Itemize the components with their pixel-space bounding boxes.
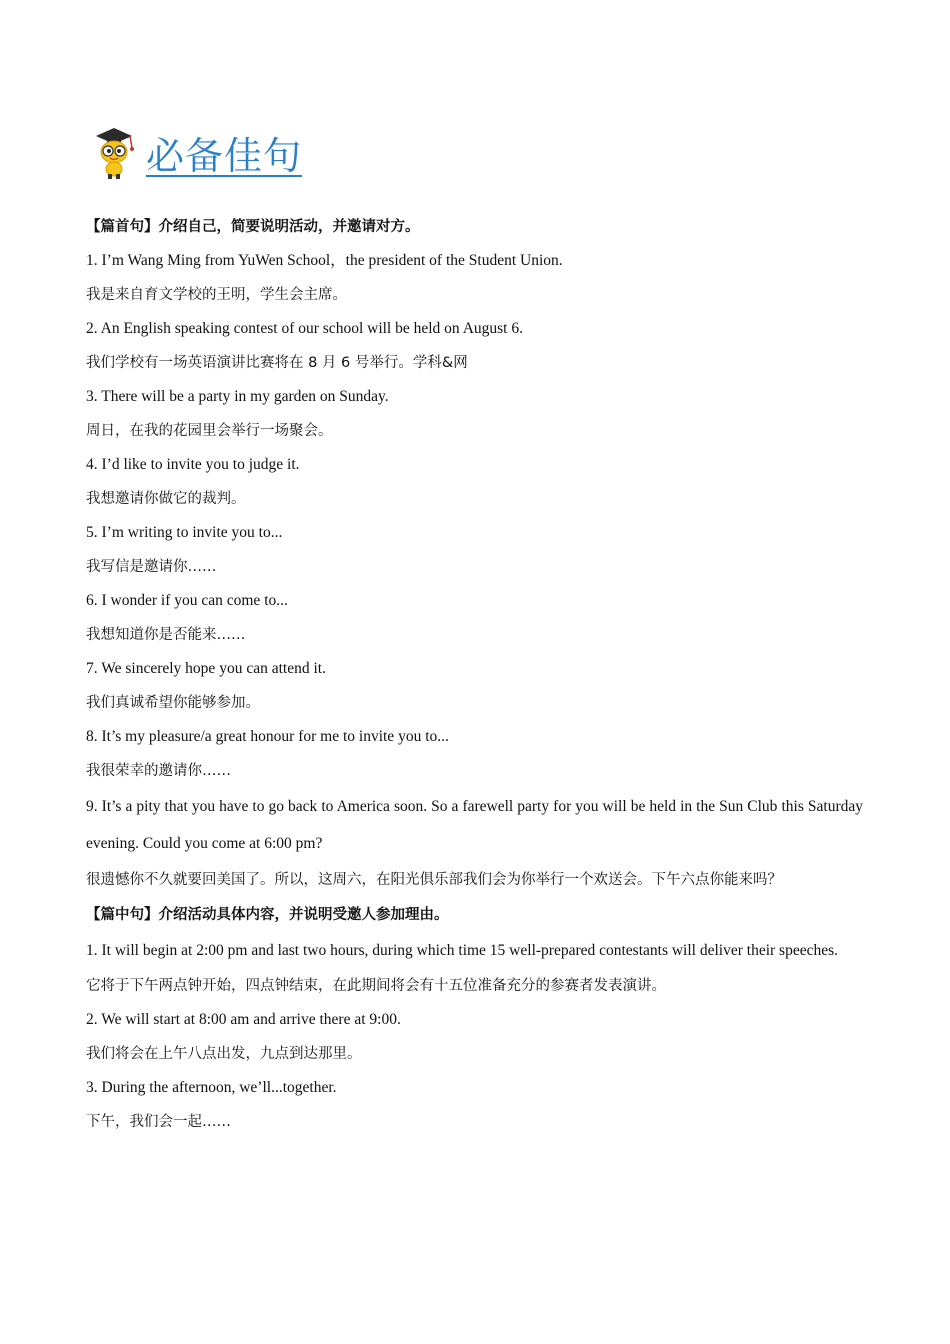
sentence-en: 2. An English speaking contest of our school will be held on August 6. <box>86 320 523 337</box>
sentence-zh: 很遗憾你不久就要回美国了。所以，这周六，在阳光俱乐部我们会为你举行一个欢送会。下午六点你能来吗？ <box>86 872 782 888</box>
sentence-zh: 我们将会在上午八点出发，九点到达那里。 <box>86 1046 362 1062</box>
sentence-zh: 我很荣幸的邀请你…… <box>86 763 231 779</box>
sentence-en: 3. There will be a party in my garden on Sunday. <box>86 388 389 405</box>
section-heading: 【篇首句】介绍自己，简要说明活动，并邀请对方。 <box>86 219 420 235</box>
sentence-en: 7. We sincerely hope you can attend it. <box>86 660 326 677</box>
sentence-zh: 周日，在我的花园里会举行一场聚会。 <box>86 423 333 439</box>
sentence-en: 6. I wonder if you can come to... <box>86 592 288 609</box>
sentence-zh: 我们真诚希望你能够参加。 <box>86 695 260 711</box>
graduate-mascot-icon <box>92 124 142 180</box>
sentence-en: 2. We will start at 8:00 am and arrive there at 9:00. <box>86 1011 401 1028</box>
section-heading: 【篇中句】介绍活动具体内容，并说明受邀人参加理由。 <box>86 907 449 923</box>
sentence-en: 8. It’s my pleasure/a great honour for me to invite you to... <box>86 728 449 745</box>
sentence-zh: 我想知道你是否能来…… <box>86 627 246 643</box>
sentence-en: 9. It’s a pity that you have to go back to America soon. So a farewell party for you will be held in the Sun Club this Saturday evening. Could you come at 6:00 pm? <box>86 798 863 852</box>
sentence-en: 3. During the afternoon, we’ll...together. <box>86 1079 337 1096</box>
sentence-zh: 我们学校有一场英语演讲比赛将在 8 月 6 号举行。学科&网 <box>86 355 468 371</box>
sentence-en: 4. I’d like to invite you to judge it. <box>86 456 300 473</box>
sentence-en: 1. I’m Wang Ming from YuWen School，the president of the Student Union. <box>86 252 563 269</box>
section-title: 必备佳句 <box>146 133 303 178</box>
sentence-en: 1. It will begin at 2:00 pm and last two hours, during which time 15 well-prepared contestants will deliver their speeches. <box>86 942 838 959</box>
sentence-zh: 它将于下午两点钟开始，四点钟结束，在此期间将会有十五位准备充分的参赛者发表演讲。 <box>86 978 666 994</box>
sentence-zh: 我想邀请你做它的裁判。 <box>86 491 246 507</box>
page-title <box>92 122 302 182</box>
document-body <box>86 210 863 1139</box>
sentence-zh: 我写信是邀请你…… <box>86 559 217 575</box>
sentence-en: 5. I’m writing to invite you to... <box>86 524 283 541</box>
sentence-zh: 下午，我们会一起…… <box>86 1114 231 1130</box>
sentence-zh: 我是来自育文学校的王明，学生会主席。 <box>86 287 347 303</box>
